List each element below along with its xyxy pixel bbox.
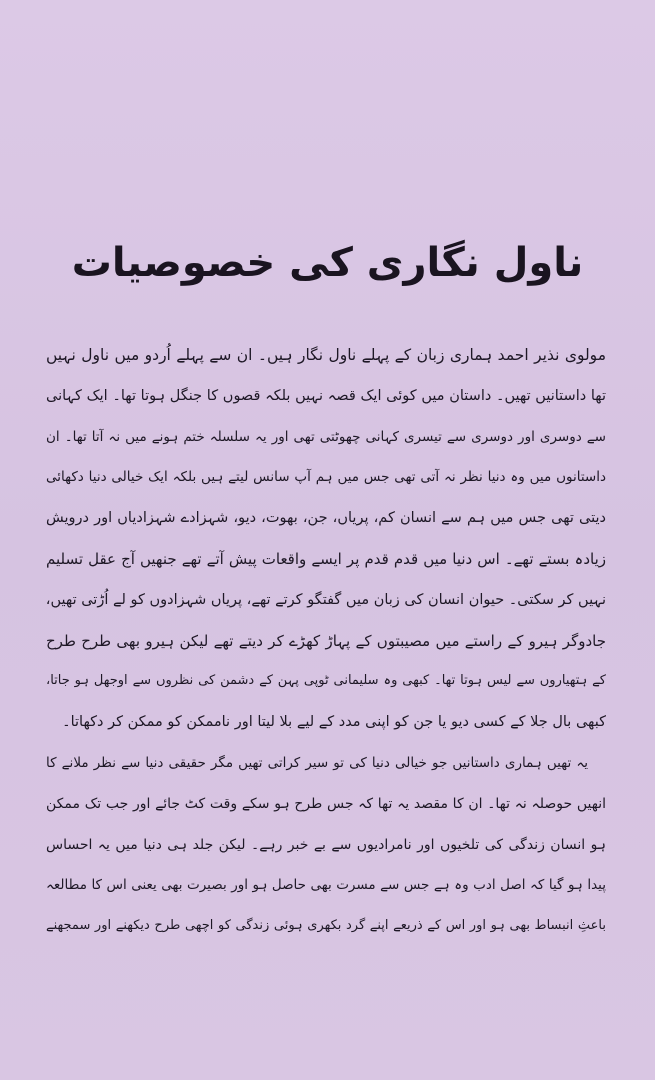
text-line: نہیں کر سکتی۔ حیوان انسان کی زبان میں گفتگو کرتے تھے، پریاں شہزادوں کو لے اُڑتی تھیں، <box>46 591 606 608</box>
chapter-heading: ناول نگاری کی خصوصیات <box>71 240 584 286</box>
text-line: زیادہ بستے تھے۔ اس دنیا میں قدم قدم پر ایسے واقعات پیش آتے تھے جنھیں آج عقل تسلیم <box>46 549 606 568</box>
text-line: تھا داستانیں تھیں۔ داستان میں کوئی ایک قصہ نہیں بلکہ قصوں کا جنگل ہوتا تھا۔ ایک کہانی <box>46 387 606 404</box>
text-line: مولوی نذیر احمد ہماری زبان کے پہلے ناول نگار ہیں۔ ان سے پہلے اُردو میں ناول نہیں <box>46 346 606 364</box>
text-line: کبھی بال جلا کے کسی دیو یا جن کو اپنی مدد کے لیے بلا لیتا اور ناممکن کو ممکن کر دکھاتا۔ <box>62 714 606 731</box>
text-line: کے ہتھیاروں سے لیس ہوتا تھا۔ کبھی وہ سلیمانی ٹوپی پہن کے دشمن کی نظروں سے اوجھل ہو جاتا، <box>46 673 606 689</box>
body-text <box>46 335 606 947</box>
text-line: دیتی تھی جس میں ہم سے انسان کم، پریاں، جن، بھوت، دیو، شہزادے شہزادیاں اور درویش <box>46 510 606 527</box>
text-line: ہو انسان زندگی کی تلخیوں اور نامرادیوں سے بے خبر رہے۔ لیکن جلد ہی دنیا میں یہ احساس <box>46 836 606 853</box>
text-line: جادوگر ہیرو کے راستے میں مصیبتوں کے پہاڑ کھڑے کر دیتے تھے لیکن ہیرو بھی طرح طرح <box>46 631 606 650</box>
text-line: داستانوں میں وہ دنیا نظر نہ آتی تھی جس میں ہم آپ سانس لیتے ہیں بلکہ ایک خیالی دنیا دکھائی <box>46 469 606 486</box>
text-line: سے دوسری اور دوسری سے تیسری کہانی چھوٹتی تھی اور یہ سلسلہ ختم ہونے میں نہ آتا تھا۔ ان <box>46 428 606 445</box>
text-line: پیدا ہو گیا کہ اصل ادب وہ ہے جس سے مسرت بھی حاصل ہو اور بصیرت بھی یعنی اس کا مطالعہ <box>46 877 606 894</box>
text-line: باعثِ انبساط بھی ہو اور اس کے ذریعے اپنے گرد بکھری ہوئی زندگی کو اچھی طرح دیکھنے اور سمجھنے <box>46 918 606 934</box>
text-line: یہ تھیں ہماری داستانیں جو خیالی دنیا کی تو سیر کراتی تھیں مگر حقیقی دنیا سے نظر ملانے کا <box>46 754 588 771</box>
text-line: انھیں حوصلہ نہ تھا۔ ان کا مقصد یہ تھا کہ جس طرح ہو سکے وقت کٹ جائے اور جب تک ممکن <box>46 795 606 812</box>
